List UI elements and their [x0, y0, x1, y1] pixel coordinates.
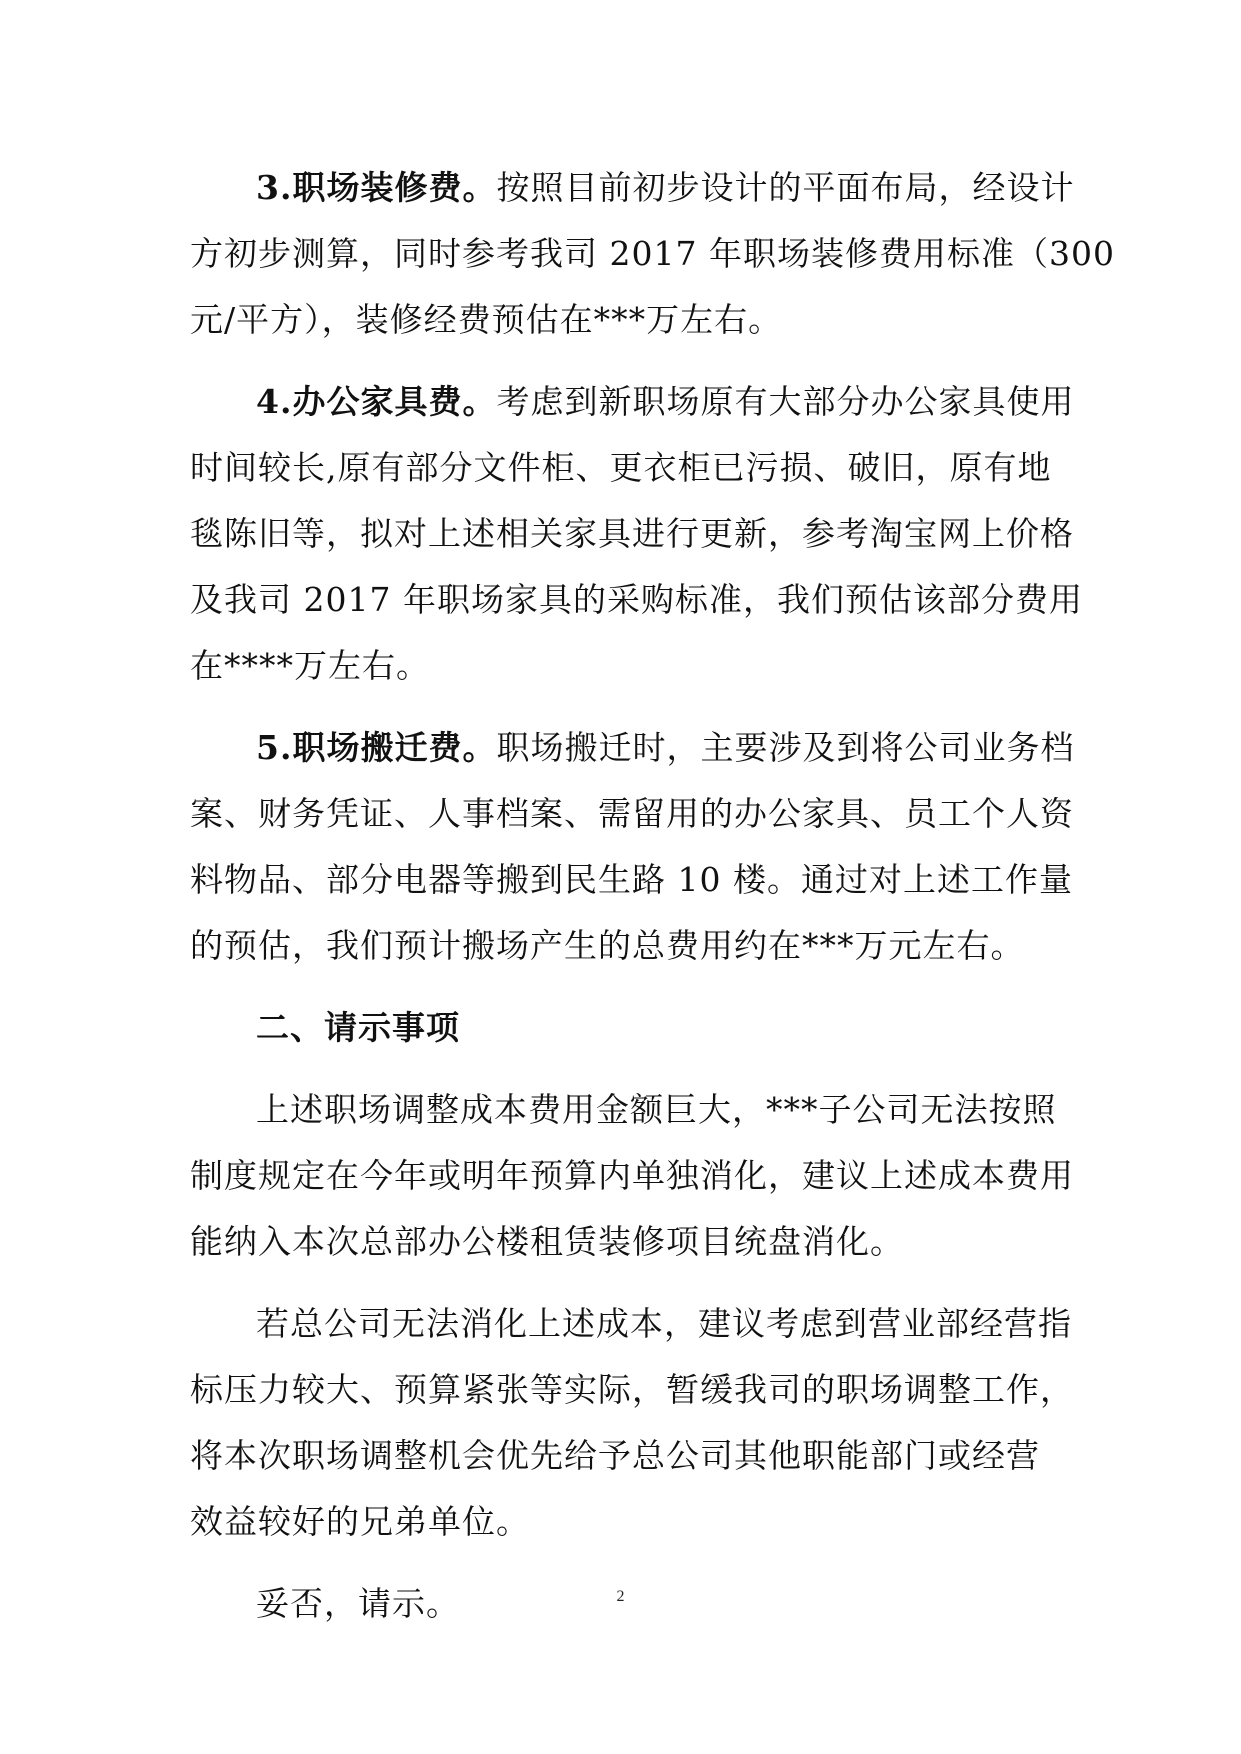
- closing-line: 妥否，请示。: [256, 1584, 460, 1623]
- request-paragraph-1-line-3: 能纳入本次总部办公楼租赁装修项目统盘消化。: [190, 1222, 904, 1261]
- furniture-text: 考虑到新职场原有大部分办公家具使用: [496, 382, 1075, 421]
- relocation-paragraph-line-2: 案、财务凭证、人事档案、需留用的办公家具、员工个人资: [190, 794, 1074, 833]
- request-paragraph-1-line-1: 上述职场调整成本费用金额巨大，***子公司无法按照: [256, 1090, 1057, 1129]
- furniture-paragraph-line-3: 毯陈旧等，拟对上述相关家具进行更新，参考淘宝网上价格: [190, 514, 1074, 553]
- request-paragraph-2-line-3: 将本次职场调整机会优先给予总公司其他职能部门或经营: [190, 1436, 1040, 1475]
- relocation-paragraph-line-1: [190, 715, 1075, 781]
- page-number: 2: [616, 1588, 625, 1605]
- request-paragraph-2-line-4: 效益较好的兄弟单位。: [190, 1502, 530, 1541]
- furniture-paragraph-line-2: 时间较长,原有部分文件柜、更衣柜已污损、破旧，原有地: [190, 448, 1052, 487]
- furniture-paragraph-line-1: [190, 369, 1075, 435]
- relocation-paragraph-line-3: 料物品、部分电器等搬到民生路 10 楼。通过对上述工作量: [190, 860, 1073, 899]
- furniture-heading: 4.办公家具费。: [256, 382, 497, 421]
- document-body: [190, 155, 1115, 1637]
- relocation-heading: 5.职场搬迁费。: [256, 728, 497, 767]
- relocation-text: 职场搬迁时，主要涉及到将公司业务档: [496, 728, 1075, 767]
- relocation-paragraph-line-4: 的预估，我们预计搬场产生的总费用约在***万元左右。: [190, 926, 1025, 965]
- fitout-text: 按照目前初步设计的平面布局，经设计: [496, 168, 1075, 207]
- fitout-paragraph-line-1: [190, 155, 1075, 221]
- furniture-paragraph-line-4: 及我司 2017 年职场家具的采购标准，我们预估该部分费用: [190, 580, 1083, 619]
- fitout-heading: 3.职场装修费。: [256, 168, 497, 207]
- request-section-heading: 二、请示事项: [256, 1008, 460, 1047]
- fitout-paragraph-line-3: 元/平方），装修经费预估在***万左右。: [190, 300, 783, 339]
- furniture-paragraph-line-5: 在****万左右。: [190, 646, 430, 685]
- request-paragraph-2-line-2: 标压力较大、预算紧张等实际，暂缓我司的职场调整工作，: [190, 1370, 1074, 1409]
- fitout-paragraph-line-2: 方初步测算，同时参考我司 2017 年职场装修费用标准（300: [190, 234, 1115, 273]
- request-paragraph-2-line-1: 若总公司无法消化上述成本，建议考虑到营业部经营指: [256, 1304, 1072, 1343]
- request-paragraph-1-line-2: 制度规定在今年或明年预算内单独消化，建议上述成本费用: [190, 1156, 1074, 1195]
